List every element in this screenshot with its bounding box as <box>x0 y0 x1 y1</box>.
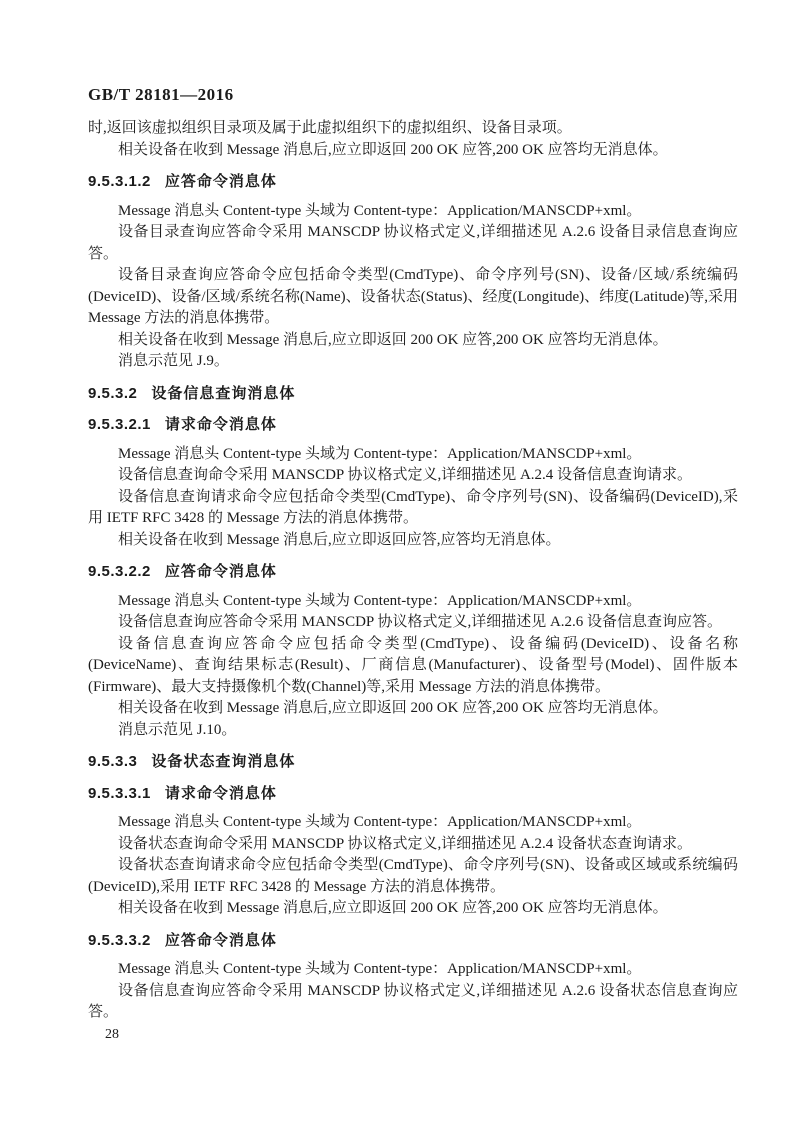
paragraph: 设备信息查询应答命令采用 MANSCDP 协议格式定义,详细描述见 A.2.6 设备信息查询应答。 <box>118 614 723 630</box>
section-title: 设备信息查询消息体 <box>151 384 296 402</box>
section-title: 应答命令消息体 <box>164 173 277 190</box>
section-title: 应答命令消息体 <box>164 931 277 949</box>
paragraph: 消息示范见 J.10。 <box>118 721 237 738</box>
section-number: 9.5.3.3 <box>88 753 138 770</box>
paragraph: 设备目录查询应答命令应包括命令类型(CmdType)、命令序列号(SN)、设备/区域/系统编码(DeviceID)、设备/区域/系统名称(Name)、设备状态(Status)、经度(Longitude)、纬度(Latitude)等,采用 Message 方法的消息体携带。 <box>88 267 738 326</box>
paragraph: Message 消息头 Content-type 头域为 Content-type：Application/MANSCDP+xml。 <box>118 961 642 977</box>
paragraph: 设备信息查询请求命令应包括命令类型(CmdType)、命令序列号(SN)、设备编码(DeviceID),采用 IETF RFC 3428 的 Message 方法的消息体携带。 <box>88 488 738 526</box>
paragraph: Message 消息头 Content-type 头域为 Content-type：Application/MANSCDP+xml。 <box>118 445 642 462</box>
paragraph: 设备信息查询应答命令应包括命令类型(CmdType)、设备编码(DeviceID)、设备名称(DeviceName)、查询结果标志(Result)、厂商信息(Manufacturer)、设备型号(Model)、固件版本(Firmware)、最大支持摄像机个数(Channel)等,采用 Message 方法的消息体携带。 <box>88 635 738 695</box>
page-content <box>88 84 738 1045</box>
paragraph: 相关设备在收到 Message 消息后,应立即返回应答,应答均无消息体。 <box>118 531 561 548</box>
paragraph: 设备目录查询应答命令采用 MANSCDP 协议格式定义,详细描述见 A.2.6 设备目录信息查询应答。 <box>88 224 738 262</box>
section-heading-9-5-3-3 <box>88 751 738 773</box>
document-code: GB/T 28181—2016 <box>88 85 234 104</box>
paragraph: 设备状态查询命令采用 MANSCDP 协议格式定义,详细描述见 A.2.4 设备状态查询请求。 <box>118 835 693 852</box>
section-heading-9-5-3-2 <box>88 383 738 405</box>
section-title: 应答命令消息体 <box>164 563 277 580</box>
section-number: 9.5.3.2 <box>88 384 138 402</box>
paragraph: 设备信息查询命令采用 MANSCDP 协议格式定义,详细描述见 A.2.4 设备信息查询请求。 <box>118 467 693 483</box>
section-title: 设备状态查询消息体 <box>151 753 296 770</box>
section-heading-9-5-3-2-1 <box>88 414 738 436</box>
section-heading-9-5-3-3-2 <box>88 930 738 952</box>
section-heading-9-5-3-1-2 <box>88 171 738 193</box>
paragraph: 相关设备在收到 Message 消息后,应立即返回 200 OK 应答,200 OK 应答均无消息体。 <box>118 331 668 348</box>
section-number: 9.5.3.1.2 <box>88 173 151 190</box>
section-title: 请求命令消息体 <box>164 784 277 802</box>
section-number: 9.5.3.3.2 <box>88 931 151 949</box>
paragraph: 相关设备在收到 Message 消息后,应立即返回 200 OK 应答,200 OK 应答均无消息体。 <box>118 141 668 158</box>
paragraph: Message 消息头 Content-type 头域为 Content-type：Application/MANSCDP+xml。 <box>118 814 642 830</box>
paragraph: Message 消息头 Content-type 头域为 Content-type：Application/MANSCDP+xml。 <box>118 202 642 219</box>
paragraph: Message 消息头 Content-type 头域为 Content-type：Application/MANSCDP+xml。 <box>118 592 642 609</box>
section-title: 请求命令消息体 <box>164 416 277 433</box>
section-heading-9-5-3-3-1 <box>88 783 738 805</box>
page-number: 28 <box>105 1026 119 1042</box>
paragraph: 设备状态查询请求命令应包括命令类型(CmdType)、命令序列号(SN)、设备或区域或系统编码(DeviceID),采用 IETF RFC 3428 的 Message 方法的消息体携带。 <box>88 857 738 895</box>
section-number: 9.5.3.2.2 <box>88 563 151 580</box>
paragraph: 相关设备在收到 Message 消息后,应立即返回 200 OK 应答,200 OK 应答均无消息体。 <box>118 700 668 716</box>
paragraph: 时,返回该虚拟组织目录项及属于此虚拟组织下的虚拟组织、设备目录项。 <box>88 120 572 136</box>
section-heading-9-5-3-2-2 <box>88 561 738 583</box>
section-number: 9.5.3.2.1 <box>88 416 151 433</box>
paragraph: 相关设备在收到 Message 消息后,应立即返回 200 OK 应答,200 OK 应答均无消息体。 <box>118 900 668 916</box>
paragraph: 设备信息查询应答命令采用 MANSCDP 协议格式定义,详细描述见 A.2.6 设备状态信息查询应答。 <box>88 982 738 1020</box>
section-number: 9.5.3.3.1 <box>88 784 151 802</box>
paragraph: 消息示范见 J.9。 <box>118 353 229 369</box>
